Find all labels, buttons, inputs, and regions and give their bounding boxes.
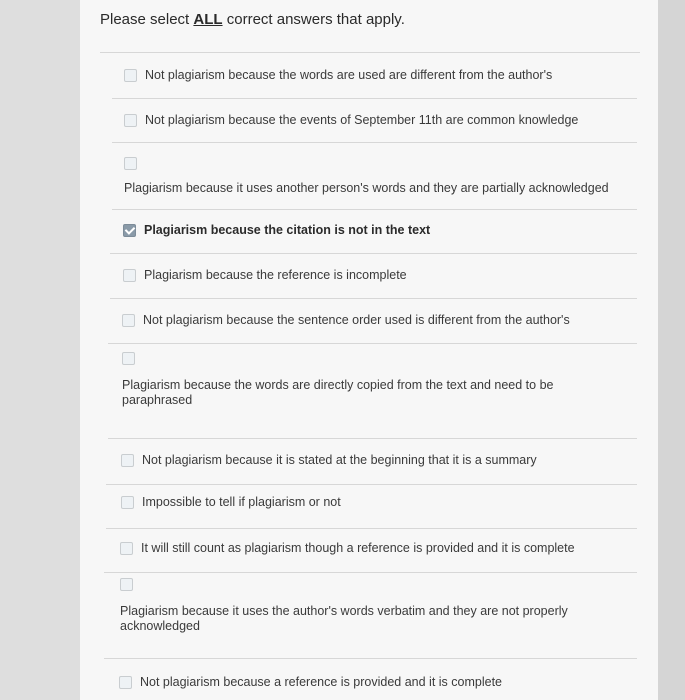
checkbox[interactable]: [123, 269, 136, 282]
answer-option-3[interactable]: [124, 157, 609, 196]
divider: [110, 253, 637, 254]
option-label: Impossible to tell if plagiarism or not: [142, 495, 341, 509]
option-label: Not plagiarism because a reference is provided and it is complete: [140, 675, 502, 689]
option-label: Not plagiarism because it is stated at the beginning that it is a summary: [142, 453, 537, 467]
answer-option-5[interactable]: [123, 268, 407, 282]
prompt-emphasis: ALL: [193, 11, 223, 28]
prompt-text-start: Please select: [100, 11, 194, 28]
question-prompt: [100, 11, 405, 28]
answer-option-4[interactable]: [123, 223, 430, 237]
divider: [106, 528, 637, 529]
checkbox[interactable]: [120, 578, 133, 591]
checkbox[interactable]: [120, 542, 133, 555]
checkbox[interactable]: [119, 676, 132, 689]
answer-option-1[interactable]: [124, 68, 552, 82]
divider: [104, 572, 637, 573]
answer-option-8[interactable]: [121, 453, 537, 467]
answer-option-2[interactable]: [124, 113, 578, 127]
divider: [112, 142, 637, 143]
option-label: Plagiarism because the citation is not in the text: [144, 223, 431, 237]
divider: [106, 484, 637, 485]
answer-option-11[interactable]: [120, 578, 580, 634]
answer-option-7[interactable]: [122, 352, 572, 408]
checkbox[interactable]: [124, 114, 137, 127]
checkbox-checked[interactable]: [123, 224, 136, 237]
checkbox[interactable]: [124, 69, 137, 82]
divider: [108, 343, 637, 344]
divider: [112, 98, 637, 99]
option-label: Plagiarism because it uses another person's words and they are partially acknowledged: [124, 181, 609, 195]
checkbox[interactable]: [122, 314, 135, 327]
option-label: It will still count as plagiarism though a reference is provided and it is complete: [141, 541, 575, 555]
divider: [112, 209, 637, 210]
answer-option-12[interactable]: [119, 675, 502, 689]
option-label: Not plagiarism because the sentence order used is different from the author's: [143, 313, 570, 327]
checkbox[interactable]: [121, 496, 134, 509]
checkbox[interactable]: [122, 352, 135, 365]
answer-option-10[interactable]: [120, 541, 575, 555]
divider: [108, 438, 637, 439]
checkbox[interactable]: [124, 157, 137, 170]
option-label: Plagiarism because the words are directly copied from the text and need to be paraphrased: [122, 378, 554, 407]
option-label: Not plagiarism because the events of September 11th are common knowledge: [145, 113, 579, 127]
divider: [100, 52, 640, 53]
divider: [104, 658, 637, 659]
divider: [110, 298, 637, 299]
checkbox[interactable]: [121, 454, 134, 467]
photo-frame-right: [658, 0, 685, 700]
option-label: Plagiarism because it uses the author's words verbatim and they are not properly acknowledged: [120, 604, 568, 633]
prompt-text-end: correct answers that apply.: [222, 11, 405, 28]
answer-option-9[interactable]: [121, 495, 341, 509]
option-label: Plagiarism because the reference is incomplete: [144, 268, 407, 282]
option-label: Not plagiarism because the words are used are different from the author's: [145, 68, 553, 82]
answer-option-6[interactable]: [122, 313, 570, 327]
photo-frame-left: [0, 0, 80, 700]
